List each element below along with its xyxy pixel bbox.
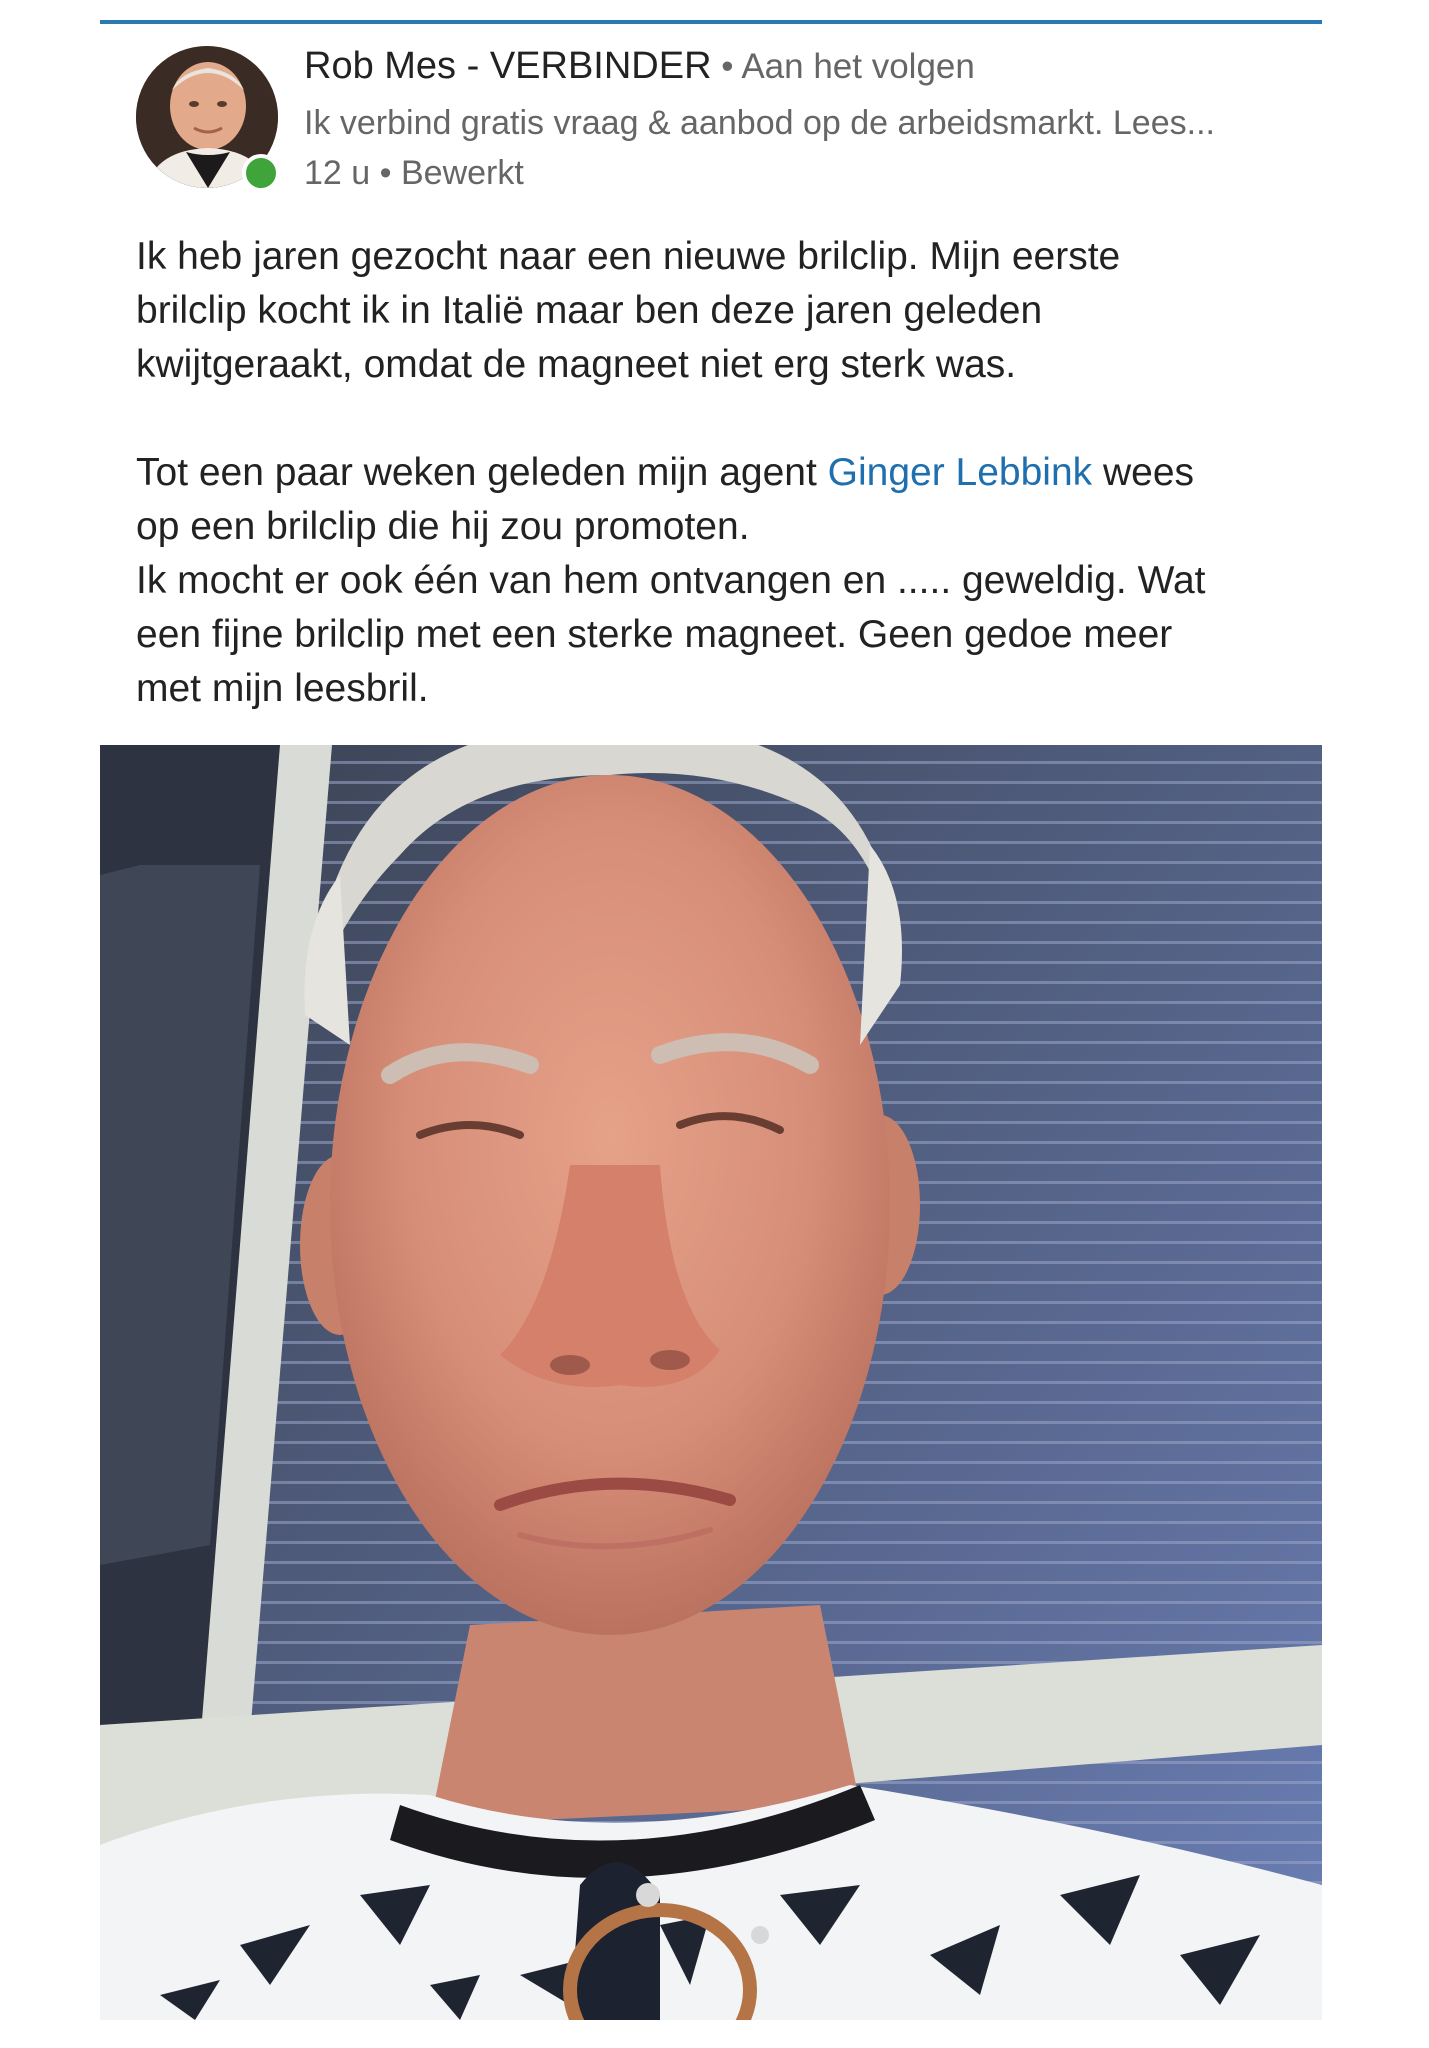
author-headline: Ik verbind gratis vraag & aanbod op de arbeidsmarkt. Lees... [304,104,1215,142]
follow-status[interactable]: Aan het volgen [741,47,975,86]
post-line [136,446,1306,500]
post-line: Ik mocht er ook één van hem ontvangen en ..... geweldig. Wat [136,559,1206,602]
post-line: kwijtgeraakt, omdat de magneet niet erg sterk was. [136,343,1017,386]
author-avatar-link[interactable] [136,46,278,188]
mention-link[interactable]: Ginger Lebbink [827,451,1093,494]
post-header [100,40,1322,210]
post-line: een fijne brilclip met een sterke magneet. Geen gedoe meer [136,613,1173,656]
post-image[interactable] [100,745,1322,2020]
post-time: 12 u [304,154,371,192]
author-line [304,40,975,93]
post-line: brilclip kocht ik in Italië maar ben deze jaren geleden [136,289,1043,332]
author-name-link[interactable]: Rob Mes - VERBINDER [304,45,712,87]
top-divider [100,20,1322,24]
separator-dot: • [711,47,742,86]
paragraph-gap [136,392,1306,446]
post-line: met mijn leesbril. [136,667,429,710]
post-meta [304,150,524,196]
post-text-fragment: wees [1092,451,1195,494]
meta-separator: • [370,154,401,192]
post-line: op een brilclip die hij zou promoten. [136,505,750,548]
post-line: Ik heb jaren gezocht naar een nieuwe brilclip. Mijn eerste [136,235,1121,278]
selfie-photo [100,745,1322,2020]
post-text-fragment: Tot een paar weken geleden mijn agent [136,451,828,494]
online-status-icon [242,154,280,192]
post-text [136,230,1306,716]
edited-label: Bewerkt [400,154,524,192]
